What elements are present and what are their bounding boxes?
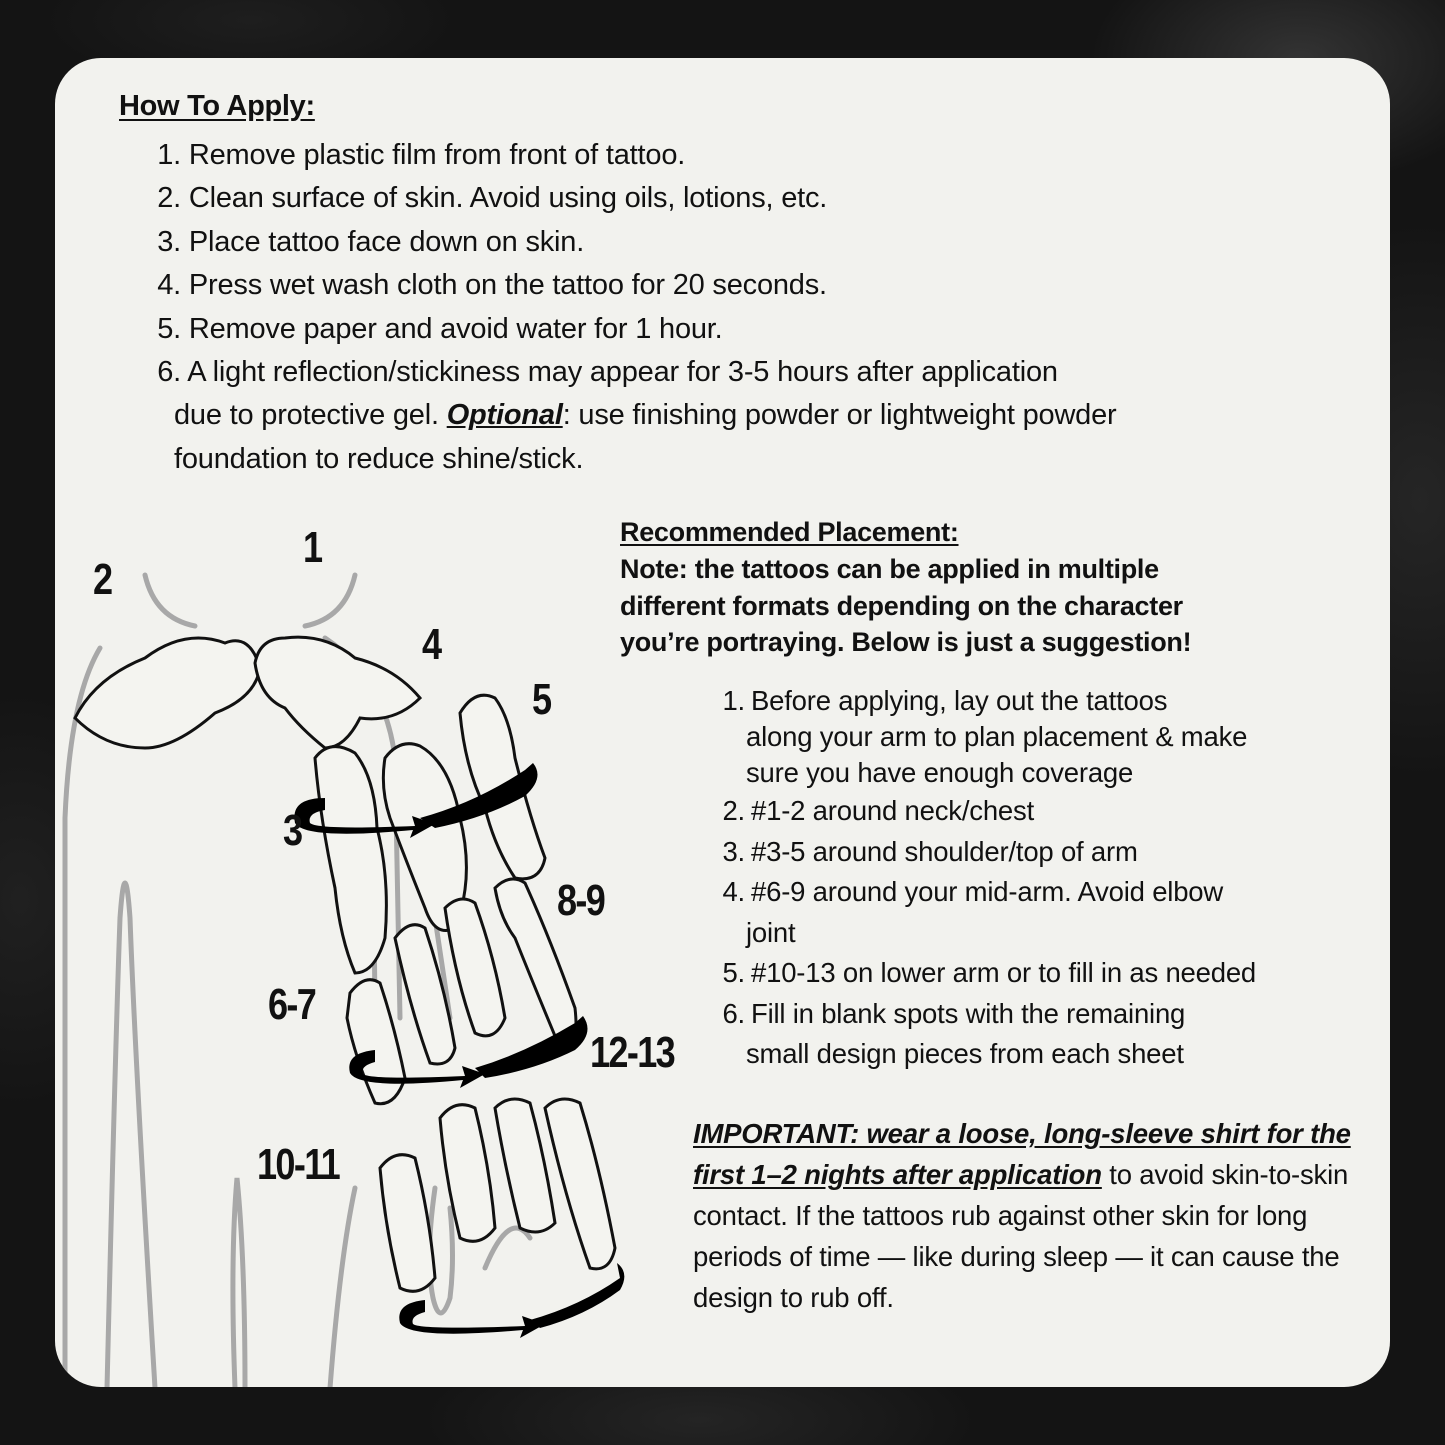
tattoo-pieces [75, 637, 615, 1291]
placement-step: 2. #1-2 around neck/chest [722, 795, 1035, 826]
apply-step: 4. Press wet wash cloth on the tattoo for 20 seconds. [157, 269, 827, 302]
tattoo-11 [440, 1105, 495, 1242]
tattoo-2 [75, 638, 260, 748]
arm-placement-diagram [55, 498, 715, 1387]
apply-step: 2. Clean surface of skin. Avoid using oils, lotions, etc. [157, 182, 828, 215]
tattoo-6 [347, 980, 405, 1104]
label-8-9: 8-9 [557, 876, 605, 925]
tattoo-8 [445, 899, 505, 1036]
label-3: 3 [283, 806, 302, 855]
apply-step: 1. Remove plastic film from front of tattoo. [157, 139, 686, 171]
apply-step: 3. Place tattoo face down on skin. [157, 225, 585, 258]
label-2: 2 [93, 555, 112, 604]
optional-label: Optional [446, 399, 563, 432]
tattoo-1 [255, 637, 420, 748]
label-6-7: 6-7 [268, 980, 316, 1029]
placement-step: 3. #3-5 around shoulder/top of arm [722, 835, 1138, 867]
placement-step: 6. Fill in blank spots with the remaining [722, 997, 1186, 1029]
apply-step: 5. Remove paper and avoid water for 1 hour. [157, 312, 723, 345]
apply-step: 6. A light reflection/stickiness may appear for 3-5 hours after application [157, 356, 1058, 389]
placement-step-continuation: along your arm to plan placement & make [746, 721, 1248, 752]
tattoo-3 [315, 747, 386, 973]
label-5: 5 [532, 675, 551, 724]
arrow-lower-icon [399, 1300, 545, 1338]
apply-step-continuation: due to protective gel. Optional: use finishing powder or lightweight powder [174, 399, 1117, 432]
label-4: 4 [422, 620, 441, 669]
label-10-11: 10-11 [257, 1140, 340, 1189]
tattoo-10 [380, 1155, 435, 1292]
placement-step-continuation: joint [746, 916, 796, 948]
placement-step-continuation: sure you have enough coverage [746, 757, 1134, 788]
placement-step: 4. #6-9 around your mid-arm. Avoid elbow [722, 876, 1224, 907]
placement-step-continuation: small design pieces from each sheet [746, 1038, 1184, 1069]
arrow-lower-right-icon [530, 1263, 624, 1328]
placement-note: Note: the tattoos can be applied in multiple different formats depending on the character you’re portraying. Below is just a suggestion! [620, 554, 1192, 657]
tattoo-13 [545, 1099, 615, 1269]
how-to-apply-list [143, 134, 1117, 481]
how-to-apply-title: How To Apply: [119, 90, 315, 122]
important-emphasis: IMPORTANT: wear a loose, long-sleeve shirt for the first 1–2 nights after application [693, 1118, 1351, 1190]
placement-steps-list [715, 683, 1256, 1075]
recommended-placement-title: Recommended Placement: [620, 517, 959, 547]
apply-step-continuation: foundation to reduce shine/stick. [174, 442, 584, 475]
placement-step: 5. #10-13 on lower arm or to fill in as needed [722, 957, 1257, 988]
instruction-card [55, 58, 1390, 1387]
placement-step: 1. Before applying, lay out the tattoos [722, 685, 1168, 716]
important-notice: IMPORTANT: wear a loose, long-sleeve shirt for the first 1–2 nights after application to avoid skin-to-skin contact. If the tattoos rub against other skin for long periods of time — like during sleep — it can cause the design to rub off. [693, 1118, 1351, 1313]
label-12-13: 12-13 [590, 1028, 675, 1077]
label-1: 1 [303, 523, 322, 572]
